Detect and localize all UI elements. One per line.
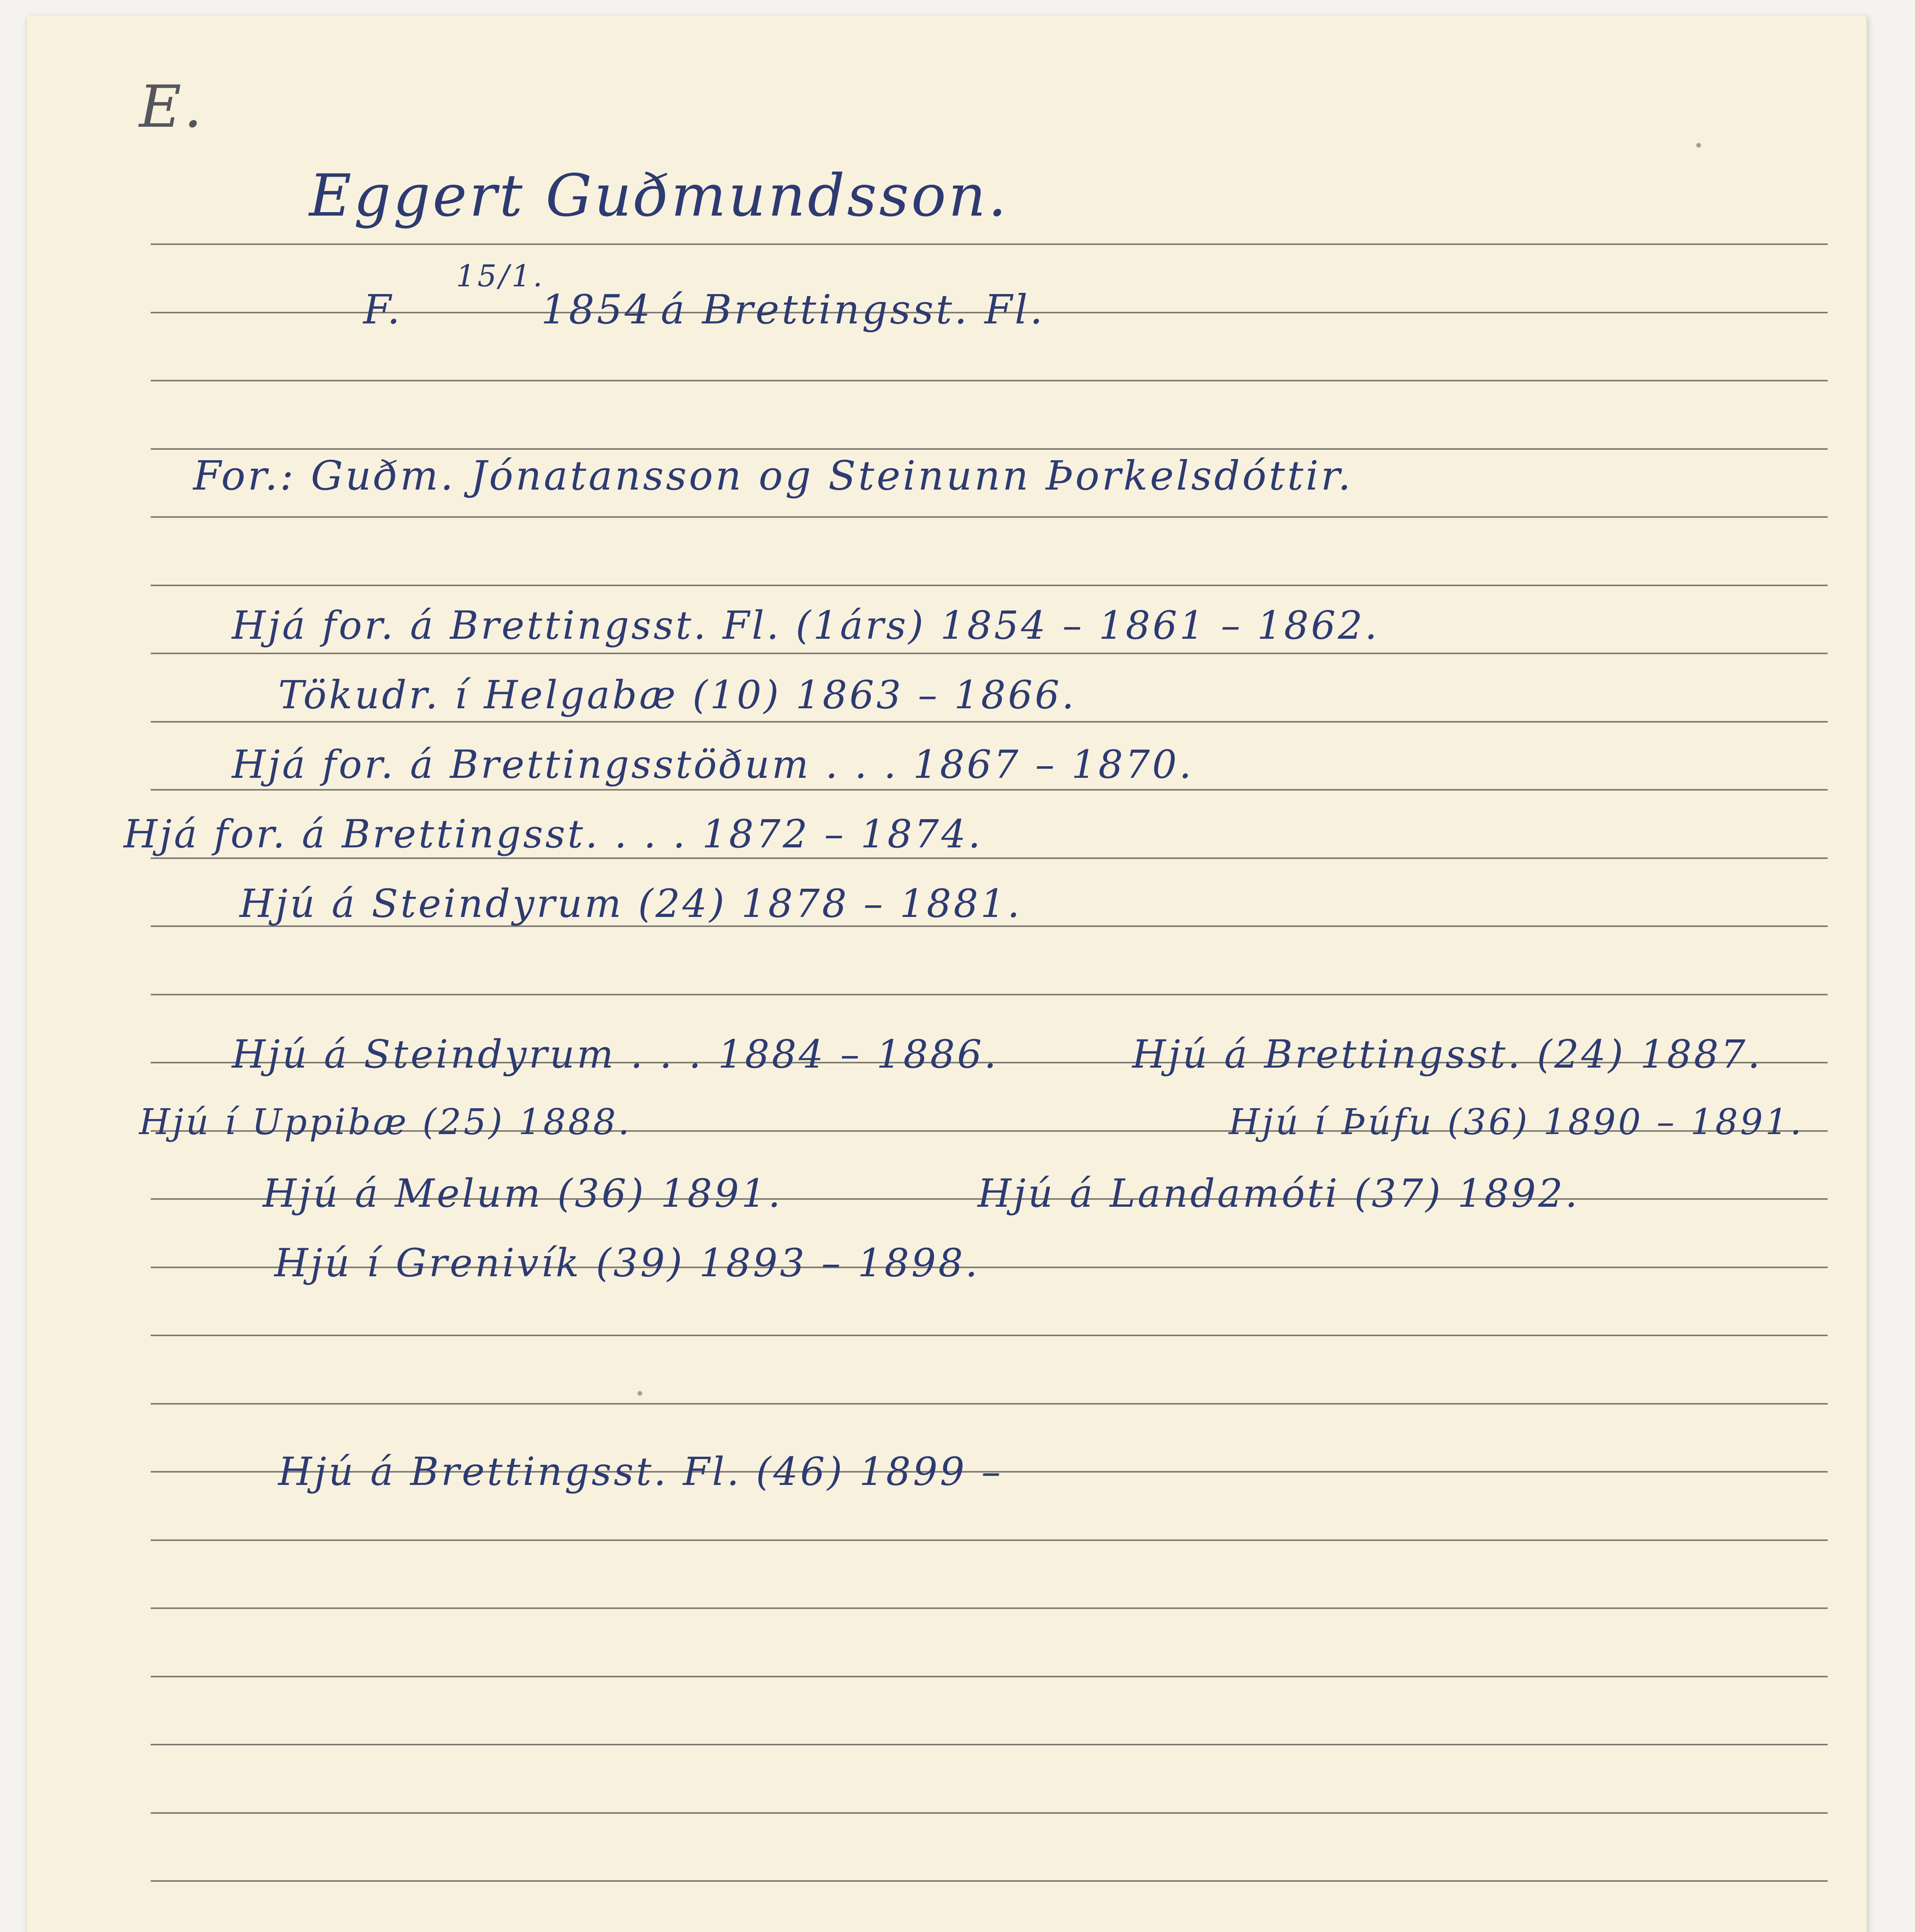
entry-2: Tökudr. í Helgabæ (10) 1863 – 1866. (278, 672, 1077, 718)
birth-prefix: F. (363, 286, 403, 333)
ruled-line (151, 243, 1828, 245)
record-card (27, 15, 1867, 1932)
birth-year: 1854 (541, 286, 653, 333)
entry-7: Hjú á Brettingsst. (24) 1887. (1132, 1032, 1762, 1077)
ruled-line (151, 857, 1828, 859)
ruled-line (151, 448, 1828, 450)
ruled-line (151, 1744, 1828, 1745)
entry-9: Hjú í Þúfu (36) 1890 – 1891. (1229, 1101, 1804, 1143)
ruled-line (151, 653, 1828, 654)
ruled-line (151, 585, 1828, 586)
parents-line: For.: Guðm. Jónatansson og Steinunn Þorkelsdóttir. (193, 452, 1353, 499)
ruled-line (151, 516, 1828, 518)
index-letter: E. (139, 73, 205, 141)
entry-10: Hjú á Melum (36) 1891. (263, 1171, 783, 1216)
entry-12: Hjú í Grenivík (39) 1893 – 1898. (274, 1240, 980, 1286)
ruled-line (151, 1880, 1828, 1882)
ruled-line (151, 789, 1828, 791)
entry-4: Hjá for. á Brettingsst. . . . 1872 – 1874. (124, 811, 983, 857)
entry-8: Hjú í Uppibæ (25) 1888. (139, 1101, 632, 1143)
entry-5: Hjú á Steindyrum (24) 1878 – 1881. (240, 881, 1022, 926)
ruled-line (151, 1607, 1828, 1609)
birth-place: á Brettingsst. Fl. (661, 286, 1045, 333)
ruled-line (151, 1403, 1828, 1405)
birth-date: 15/1. (456, 259, 545, 294)
ruled-line (151, 1812, 1828, 1814)
entry-6: Hjú á Steindyrum . . . 1884 – 1886. (232, 1032, 999, 1077)
entry-13: Hjú á Brettingsst. Fl. (46) 1899 – (278, 1449, 1003, 1494)
ruled-line (151, 994, 1828, 995)
ruled-line (151, 1335, 1828, 1336)
ruled-line (151, 380, 1828, 381)
paper-speck (1696, 143, 1701, 148)
ruled-line (151, 1539, 1828, 1541)
paper-speck (638, 1391, 642, 1396)
ruled-line (151, 1676, 1828, 1677)
ruled-line (151, 721, 1828, 723)
entry-3: Hjá for. á Brettingsstöðum . . . 1867 – 1870. (232, 742, 1194, 787)
entry-1: Hjá for. á Brettingsst. Fl. (1árs) 1854 – 1861 – 1862. (232, 603, 1379, 648)
person-name: Eggert Guðmundsson. (309, 162, 1009, 230)
entry-11: Hjú á Landamóti (37) 1892. (978, 1171, 1580, 1216)
